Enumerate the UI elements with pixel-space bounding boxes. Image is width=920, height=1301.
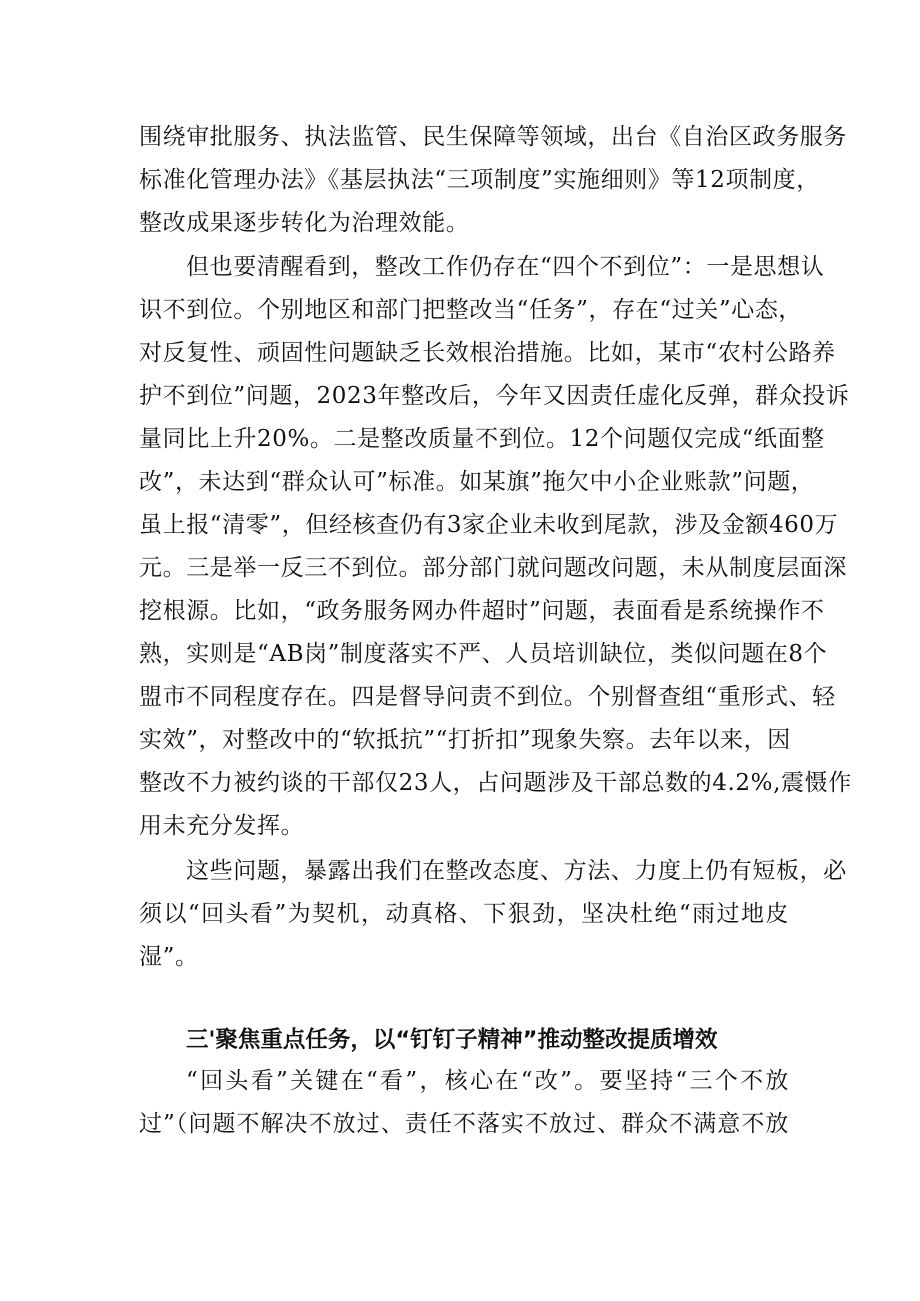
- text-line: 改”，未达到“群众认可”标准。如某旗”拖欠中小企业账款”问题，: [139, 469, 815, 495]
- text-line: 对反复性、顽固性问题缺乏长效根治措施。比如，某市“农村公路养: [139, 340, 836, 366]
- text-line: 护不到位”问题，2023年整改后，今年又因责任虚化反弹，群众投诉: [139, 383, 850, 409]
- text-line: 元。三是举一反三不到位。部分部门就问题改问题，未从制度层面深: [139, 555, 847, 581]
- text-line: 这些问题，暴露出我们在整改态度、方法、力度上仍有短板，必: [186, 858, 847, 884]
- text-line: 盟市不同程度存在。四是督导问责不到位。个别督查组“重形式、轻: [139, 684, 836, 710]
- text-line: 量同比上升20%。二是整改质量不到位。12个问题仅完成“纸面整: [139, 426, 825, 452]
- section-heading: 三'聚焦重点任务，以“钉钉子精神”推动整改提质增效: [186, 1027, 718, 1053]
- text-line: 须以“回头看”为契机，动真格、下狠劲，坚决杜绝“雨过地皮: [139, 901, 789, 927]
- text-line: 整改不力被约谈的干部仅23人，占问题涉及干部总数的4.2%,震慑作: [139, 770, 852, 796]
- text-line: 过”（问题不解决不放过、责任不落实不放过、群众不满意不放: [139, 1111, 789, 1137]
- text-line: 识不到位。个别地区和部门把整改当“任务”，存在“过关”心态，: [139, 297, 803, 323]
- text-line: 围绕审批服务、执法监管、民生保障等领域，出台《自治区政务服务: [139, 124, 847, 150]
- text-line: 挖根源。比如，“政务服务网办件超时”问题，表面看是系统操作不: [139, 598, 825, 624]
- text-line: 但也要清醒看到，整改工作仍存在“四个不到位”：一是思想认: [186, 254, 825, 280]
- text-line: 整改成果逐步转化为治理效能。: [139, 210, 470, 236]
- text-line: 湿”。: [139, 944, 199, 970]
- text-line: 用未充分发挥。: [139, 813, 305, 839]
- text-line: 实效”，对整改中的“软抵抗”“打折扣”现象失察。去年以来，因: [139, 727, 791, 753]
- text-line: 标准化管理办法》《基层执法“三项制度”实施细则》等12项制度，: [139, 167, 820, 193]
- text-line: “回头看”关键在“看”，核心在“改”。要坚持“三个不放: [186, 1068, 789, 1094]
- text-line: 熟，实则是“AB岗”制度落实不严、人员培训缺位，类似问题在8个: [139, 641, 828, 667]
- text-line: 虽上报“清零”，但经核查仍有3家企业未收到尾款，涉及金额460万: [139, 512, 839, 538]
